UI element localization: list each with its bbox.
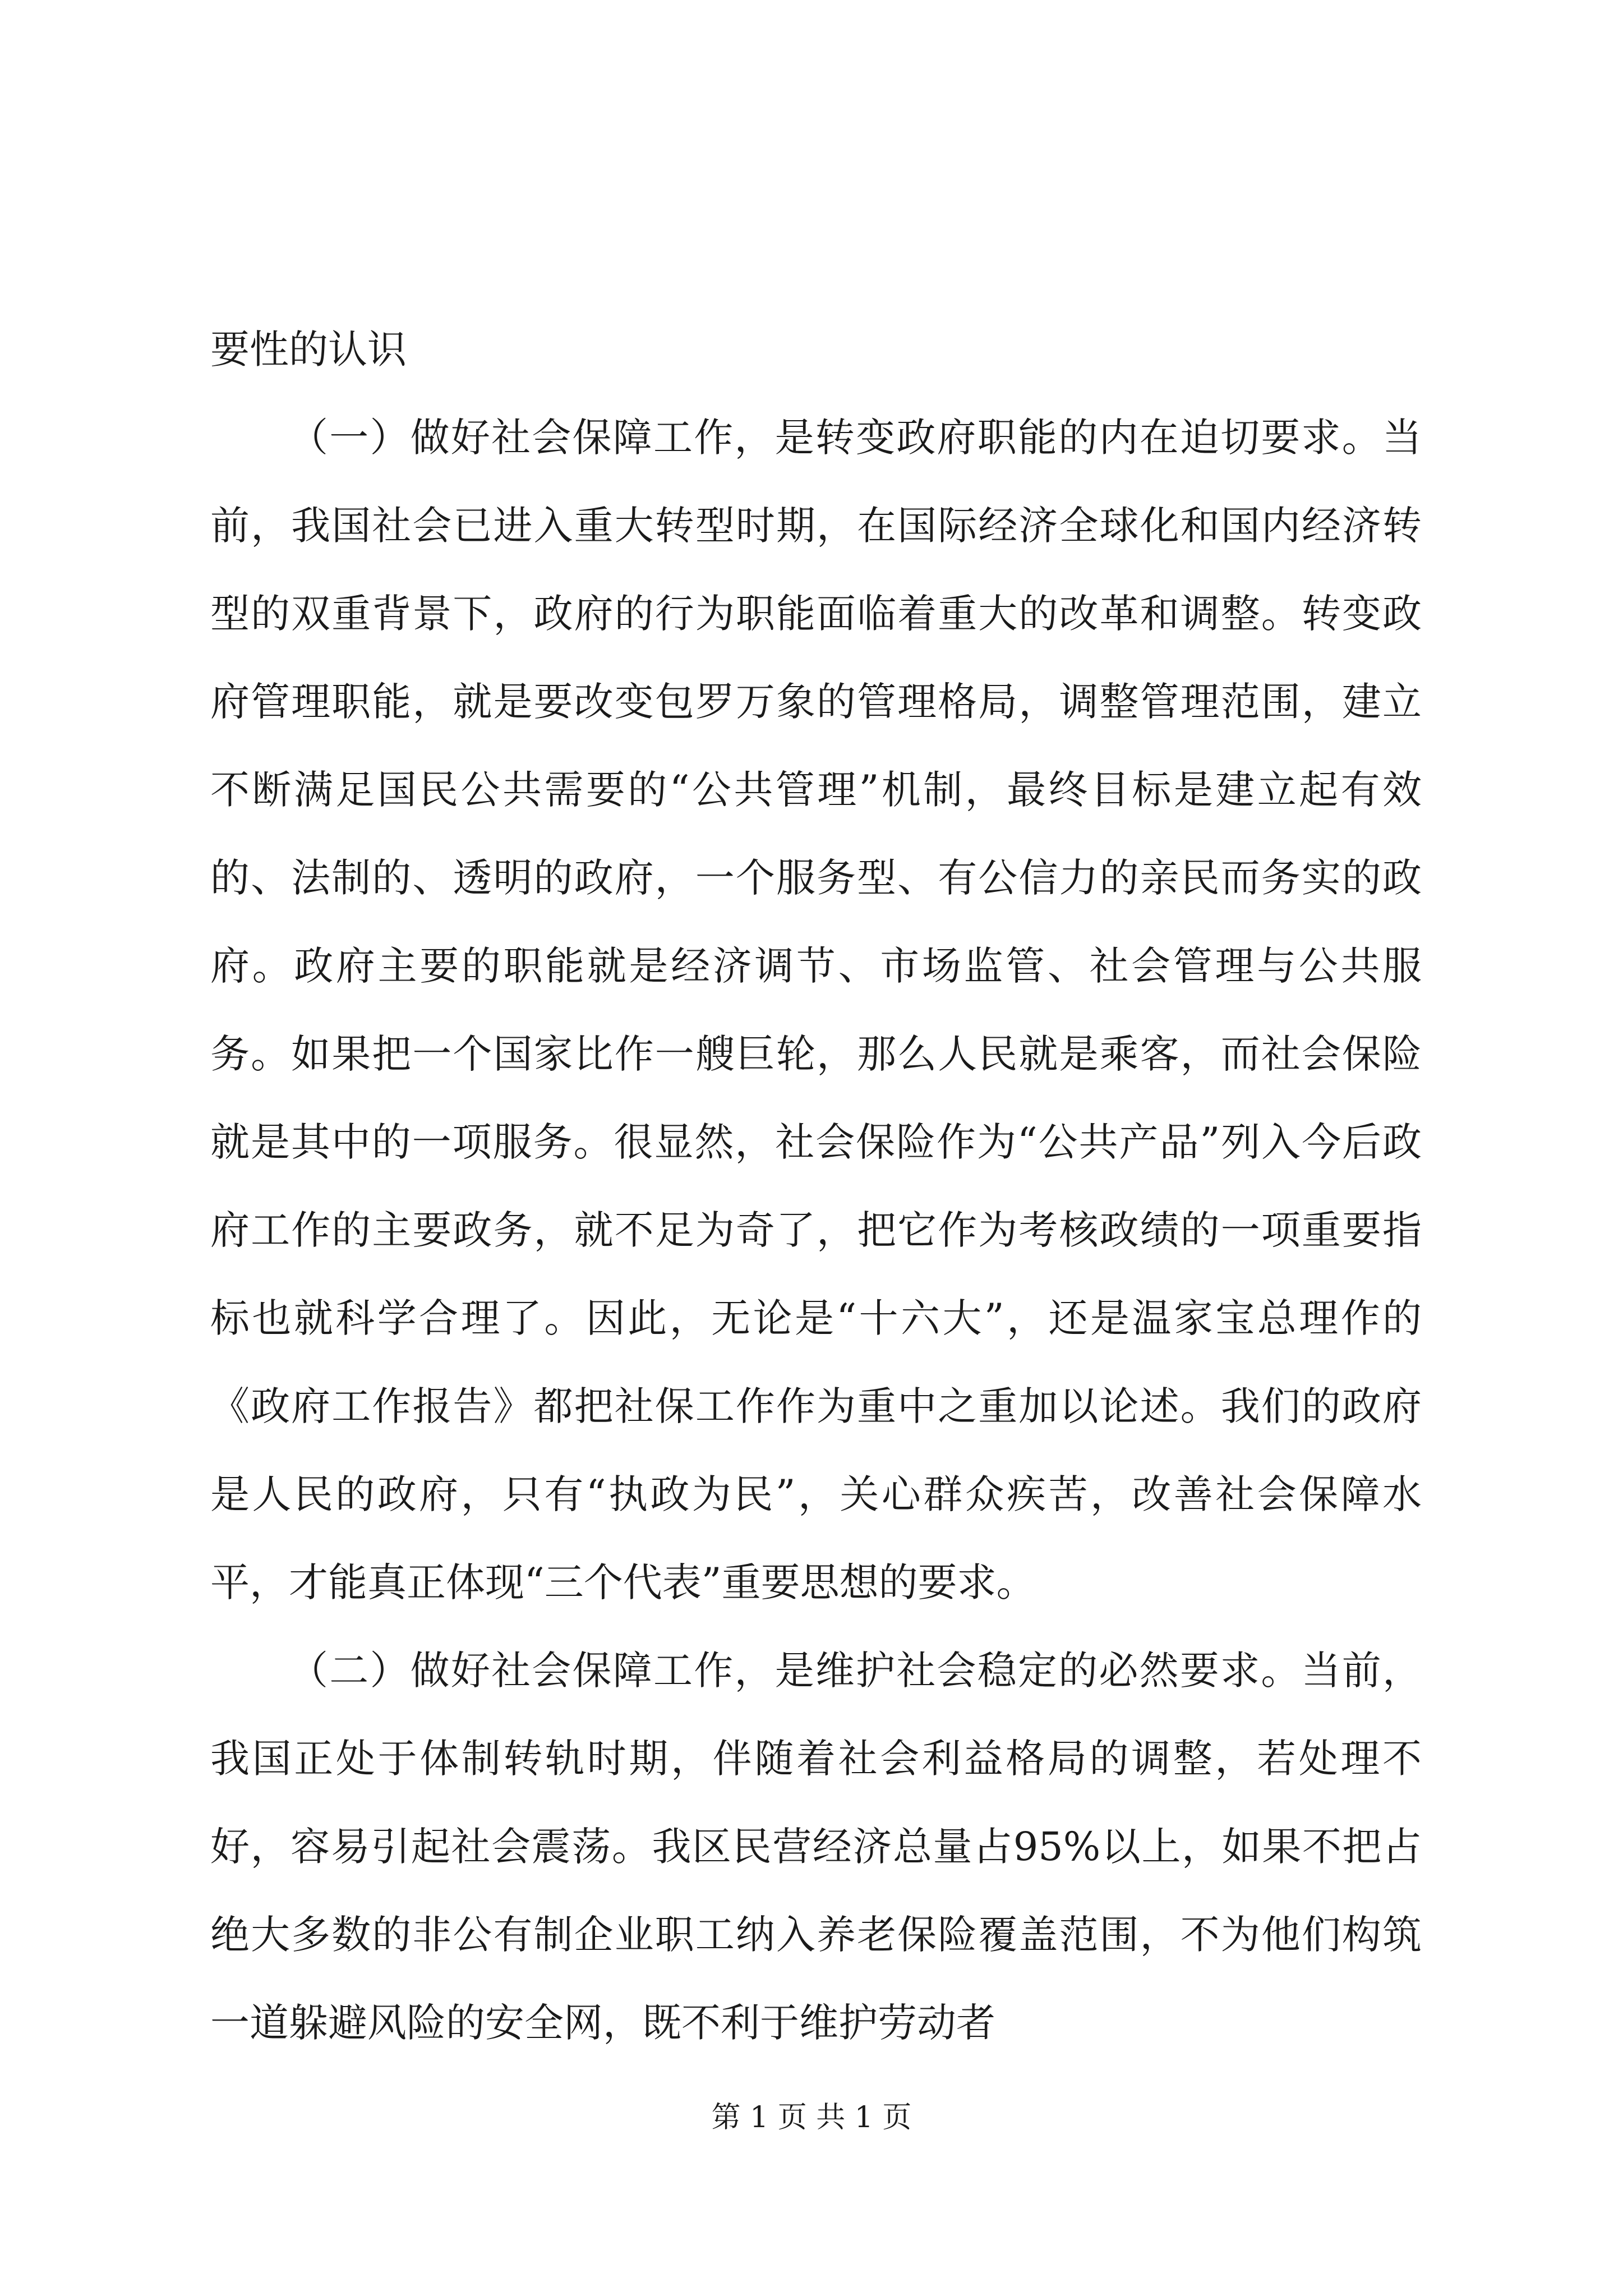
paragraph-2: （二）做好社会保障工作，是维护社会稳定的必然要求。当前，我国正处于体制转轨时期，伴随着社会利益格局的调整，若处理不好，容易引起社会震荡。我区民营经济总量占95%以上，如果不把占绝大多数的非公有制企业职工纳入养老保险覆盖范围，不为他们构筑一道躲避风险的安全网，既不利于维护劳动者 bbox=[210, 1648, 1422, 2046]
section-heading-tail: 要性的认识 bbox=[210, 326, 407, 372]
paragraph-1: （一）做好社会保障工作，是转变政府职能的内在迫切要求。当前，我国社会已进入重大转型时期，在国际经济全球化和国内经济转型的双重背景下，政府的行为职能面临着重大的改革和调整。转变政府管理职能，就是要改变包罗万象的管理格局，调整管理范围，建立不断满足国民公共需要的“公共管理”机制，最终目标是建立起有效的、法制的、透明的政府，一个服务型、有公信力的亲民而务实的政府。政府主要的职能就是经济调节、市场监管、社会管理与公共服务。如果把一个国家比作一艘巨轮，那么人民就是乘客，而社会保险就是其中的一项服务。很显然，社会保险作为“公共产品”列入今后政府工作的主要政务，就不足为奇了，把它作为考核政绩的一项重要指标也就科学合理了。因此，无论是“十六大”，还是温家宝总理作的《政府工作报告》都把社保工作作为重中之重加以论述。我们的政府是人民的政府，只有“执政为民”，关心群众疾苦，改善社会保障水平，才能真正体现“三个代表”重要思想的要求。 bbox=[210, 415, 1422, 1605]
document-body bbox=[210, 306, 1422, 2067]
page-footer: 第 1 页 共 1 页 bbox=[711, 2101, 912, 2134]
